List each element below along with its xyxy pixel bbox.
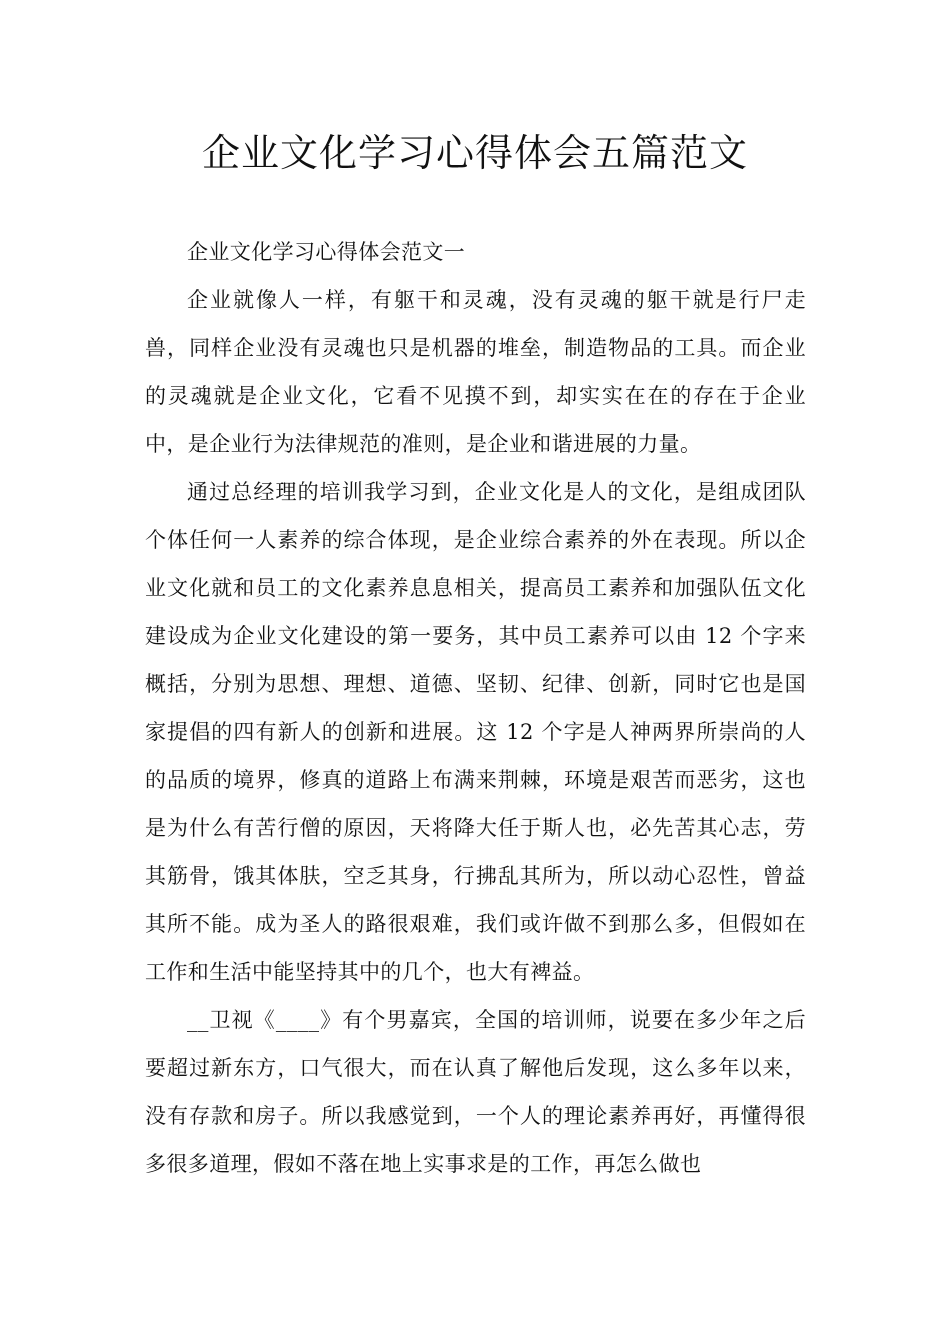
document-body bbox=[145, 228, 806, 1188]
body-paragraph: 通过总经理的培训我学习到，企业文化是人的文化，是组成团队个体任何一人素养的综合体现，是企业综合素养的外在表现。所以企业文化就和员工的文化素养息息相关，提高员工素养和加强队伍文化建设成为企业文化建设的第一要务，其中员工素养可以由 12 个字来概括，分别为思想、理想、道德、坚韧、纪律、创新，同时它也是国家提倡的四有新人的创新和进展。这 12 个字是人神两界所崇尚的人的品质的境界，修真的道路上布满来荆棘，环境是艰苦而恶劣，这也是为什么有苦行僧的原因，天将降大任于斯人也，必先苦其心志，劳其筋骨，饿其体肤，空乏其身，行拂乱其所为，所以动心忍性，曾益其所不能。成为圣人的路很艰难，我们或许做不到那么多，但假如在工作和生活中能坚持其中的几个，也大有裨益。 bbox=[145, 480, 806, 984]
document-title: 企业文化学习心得体会五篇范文 bbox=[201, 131, 748, 175]
section-heading: 企业文化学习心得体会范文一 bbox=[187, 240, 466, 264]
body-paragraph: 企业就像人一样，有躯干和灵魂，没有灵魂的躯干就是行尸走兽，同样企业没有灵魂也只是机器的堆垒，制造物品的工具。而企业的灵魂就是企业文化，它看不见摸不到，却实实在在的存在于企业中，是企业行为法律规范的准则，是企业和谐进展的力量。 bbox=[145, 288, 806, 456]
body-paragraph: __卫视《____》有个男嘉宾，全国的培训师，说要在多少年之后要超过新东方，口气很大，而在认真了解他后发现，这么多年以来，没有存款和房子。所以我感觉到，一个人的理论素养再好，再懂得很多很多道理，假如不落在地上实事求是的工作，再怎么做也 bbox=[145, 1008, 806, 1176]
